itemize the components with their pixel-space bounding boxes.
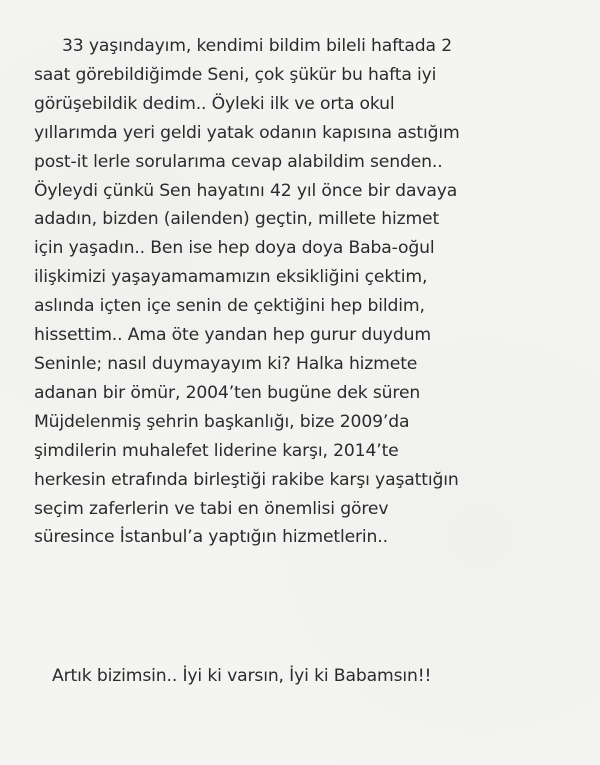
paragraph-line: post-it lerle sorularıma cevap alabildim senden..	[34, 151, 443, 172]
paragraph-line: 33 yaşındayım, kendimi bildim bileli haftada 2	[62, 36, 452, 56]
paragraph-line: adadın, bizden (ailenden) geçtin, millete hizmet	[34, 209, 440, 230]
paragraph-line: yıllarımda yeri geldi yatak odanın kapısına astığım	[34, 122, 460, 143]
paragraph-line: seçim zaferlerin ve tabi en önemlisi görev	[34, 498, 389, 519]
paragraph-line: süresince İstanbul’a yaptığın hizmetlerin..	[34, 527, 388, 548]
paragraph-line: herkesin etrafında birleştiği rakibe karşı yaşattığın	[34, 469, 459, 490]
paragraph-line: saat görebildiğimde Seni, çok şükür bu hafta iyi	[34, 64, 437, 85]
paragraph-line: Seninle; nasıl duymayayım ki? Halka hizmete	[34, 353, 418, 374]
paragraph-line: adanan bir ömür, 2004’ten bugüne dek süren	[34, 382, 421, 403]
paragraph-line: hissettim.. Ama öte yandan hep gurur duydum	[34, 325, 431, 346]
closing-line: Artık bizimsin.. İyi ki varsın, İyi ki Babamsın!!	[52, 666, 432, 686]
paragraph-line: aslında içten içe senin de çektiğini hep bildim,	[34, 296, 425, 317]
paragraph-line: Öyleydi çünkü Sen hayatını 42 yıl önce bir davaya	[34, 180, 458, 201]
paragraph-line: için yaşadın.. Ben ise hep doya doya Baba-oğul	[34, 238, 435, 259]
paragraph-line: Müjdelenmiş şehrin başkanlığı, bize 2009’da	[34, 411, 410, 432]
paragraph-line: ilişkimizi yaşayamamamızın eksikliğini çektim,	[34, 267, 428, 288]
paragraph-line: görüşebildik dedim.. Öyleki ilk ve orta okul	[34, 93, 395, 114]
paragraph-line: şimdilerin muhalefet liderine karşı, 2014’te	[34, 440, 399, 461]
note-paragraph	[34, 32, 574, 552]
